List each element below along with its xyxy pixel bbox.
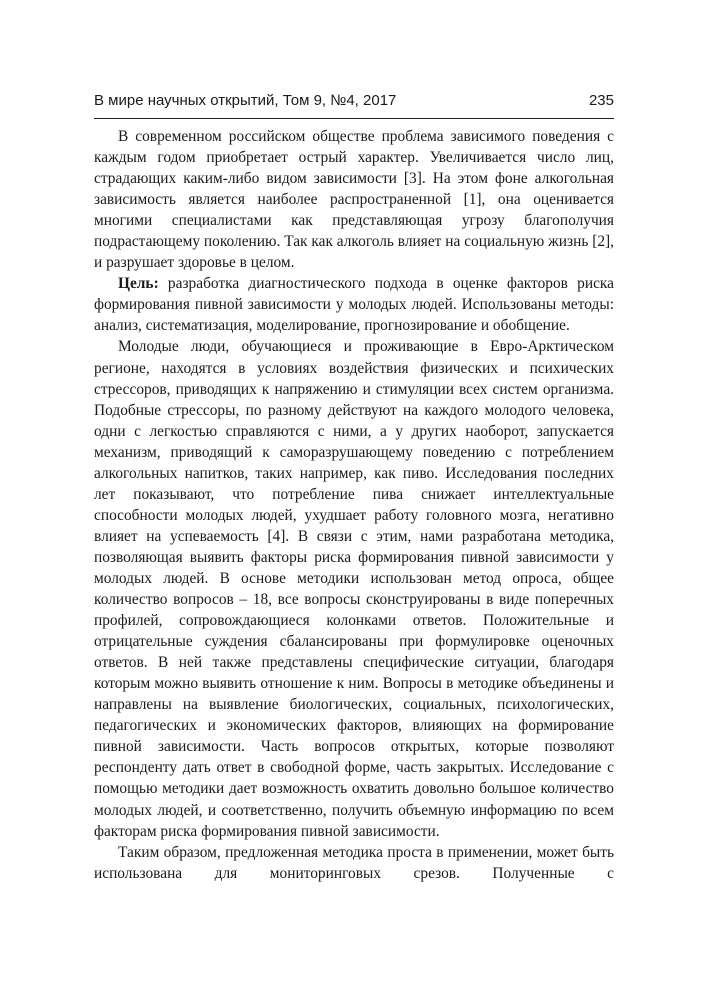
- paragraph-goal: [94, 273, 614, 336]
- page-number: 235: [588, 92, 614, 109]
- goal-text: разработка диагностического подхода в оценке факторов риска формирования пивной зависимости у молодых людей. Использованы методы: анализ, систематизация, моделирование, прогнозирование и обобщение.: [94, 275, 614, 335]
- running-header: [94, 92, 614, 114]
- journal-citation: В мире научных открытий, Том 9, №4, 2017: [94, 92, 397, 109]
- paragraph-conclusion: Таким образом, предложенная методика проста в применении, может быть использована для мониторинговых срезов. Полученные с: [94, 843, 614, 882]
- paragraph-intro: В современном российском обществе проблема зависимого поведения с каждым годом приобретает острый характер. Увеличивается число лиц, страдающих каким-либо видом зависимости [3]. На этом фоне алкогольная зависимость является наиболее распространенной [1], она оценивается многими специалистами как представляющая угрозу благополучия подрастающему поколению. Так как алкоголь влияет на социальную жизнь [2], и разрушает здоровье в целом.: [94, 128, 614, 272]
- paragraph-methodology: Молодые люди, обучающиеся и проживающие в Евро-Арктическом регионе, находятся в условиях воздействия физических и психических стрессоров, приводящих к напряжению и стимуляции всех систем организма. Подобные стрессоры, по разному действуют на каждого молодого человека, одни с легкостью справляются с ними, а у других наоборот, запускается механизм, приводящий к саморазрушающему поведению с потреблением алкогольных напитков, таких например, как пиво. Исследования последних лет показывают, что потребление пива снижает интеллектуальные способности молодых людей, ухудшает работу головного мозга, негативно влияет на успеваемость [4]. В связи с этим, нами разработана методика, позволяющая выявить факторы риска формирования пивной зависимости у молодых людей. В основе методики использован метод опроса, общее количество вопросов – 18, все вопросы сконструированы в виде поперечных профилей, сопровождающиеся колонками ответов. Положительные и отрицательные суждения сбалансированы при формулировке оценочных ответов. В ней также представлены специфические ситуации, благодаря которым можно выявить отношение к ним. Вопросы в методике объединены и направлены на выявление биологических, социальных, психологических, педагогических и экономических факторов, влияющих на формирование пивной зависимости. Часть вопросов открытых, которые позволяют респонденту дать ответ в свободной форме, часть закрытых. Исследование с помощью методики дает возможность охватить довольно большое количество молодых людей, и соответственно, получить объемную информацию по всем факторам риска формирования пивной зависимости.: [94, 338, 614, 840]
- article-body: [94, 126, 614, 884]
- goal-label: Цель:: [118, 275, 159, 293]
- header-rule: [94, 118, 614, 119]
